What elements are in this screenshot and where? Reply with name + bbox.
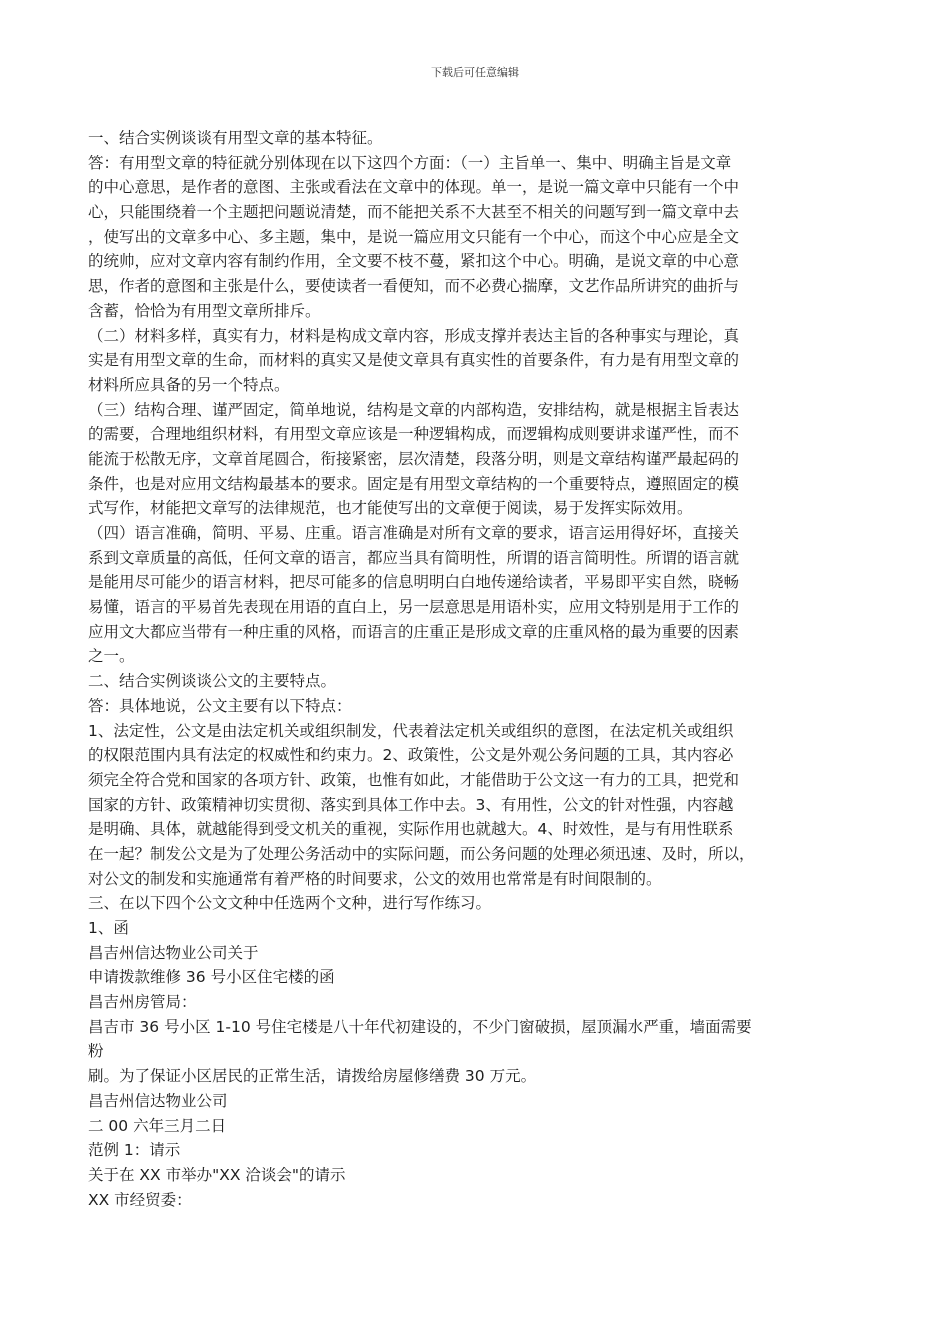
text-line: 心，只能围绕着一个主题把问题说清楚，而不能把关系不大甚至不相关的问题写到一篇文章中去 — [88, 203, 740, 222]
text-line: 申请拨款维修 36 号小区住宅楼的函 — [88, 968, 335, 987]
text-line: 1、法定性，公文是由法定机关或组织制发，代表着法定机关或组织的意图，在法定机关或组织 — [88, 721, 734, 740]
text-line: 刷。为了保证小区居民的正常生活，请拨给房屋修缮费 30 万元。 — [88, 1067, 537, 1086]
text-line: XX 市经贸委： — [88, 1190, 192, 1209]
text-line: 是明确、具体，就越能得到受文机关的重视，实际作用也就越大。4、时效性，是与有用性联系 — [88, 820, 734, 839]
text-line: 须完全符合党和国家的各项方针、政策，也惟有如此，才能借助于公文这一有力的工具，把党和 — [88, 770, 740, 789]
text-line: （三）结构合理、谨严固定，简单地说，结构是文章的内部构造，安排结构，就是根据主旨表达 — [88, 400, 740, 419]
text-line: 二 00 六年三月二日 — [88, 1116, 227, 1135]
text-line: 易懂，语言的平易首先表现在用语的直白上，另一层意思是用语朴实，应用文特别是用于工作的 — [88, 598, 740, 617]
text-line: （四）语言准确，简明、平易、庄重。语言准确是对所有文章的要求，语言运用得好坏，直接关 — [88, 524, 740, 542]
text-line: 含蓄，恰恰为有用型文章所排斥。 — [88, 301, 321, 320]
text-line: 昌吉州信达物业公司 — [88, 1091, 228, 1110]
text-line: 二、结合实例谈谈公文的主要特点。 — [88, 672, 337, 691]
text-line: 昌吉州房管局： — [88, 993, 197, 1012]
text-line: 三、在以下四个公文文种中任选两个文种，进行写作练习。 — [88, 894, 492, 913]
text-line: 是能用尽可能少的语言材料，把尽可能多的信息明明白白地传递给读者，平易即平实自然，晓畅 — [88, 573, 740, 592]
text-line: 系到文章质量的高低，任何文章的语言，都应当具有简明性，所谓的语言简明性。所谓的语言就 — [88, 548, 740, 567]
text-line: 应用文大都应当带有一种庄重的风格，而语言的庄重正是形成文章的庄重风格的最为重要的因素 — [88, 622, 740, 641]
text-line: ，使写出的文章多中心、多主题，集中，是说一篇应用文只能有一个中心，而这个中心应是全文 — [88, 227, 740, 246]
text-line: 1、函 — [88, 919, 129, 937]
text-line: 的统帅，应对文章内容有制约作用，全文要不枝不蔓，紧扣这个中心。明确，是说文章的中心意 — [88, 252, 740, 271]
text-line: 对公文的制发和实施通常有着严格的时间要求，公文的效用也常常是有时间限制的。 — [88, 869, 662, 888]
page-header: 下载后可任意编辑 — [431, 66, 519, 79]
text-line: 一、结合实例谈谈有用型文章的基本特征。 — [88, 129, 383, 147]
text-line: 的权限范围内具有法定的权威性和约束力。2、政策性，公文是外观公务问题的工具，其内容必 — [88, 746, 734, 765]
text-line: 的中心意思，是作者的意图、主张或看法在文章中的体现。单一，是说一篇文章中只能有一个中 — [88, 178, 740, 197]
text-line: 范例 1：请示 — [88, 1141, 181, 1160]
text-line: 思，作者的意图和主张是什么，要使读者一看便知，而不必费心揣摩，文艺作品所讲究的曲折与 — [88, 277, 740, 296]
text-line: 关于在 XX 市举办"XX 洽谈会"的请示 — [88, 1165, 346, 1184]
text-line: 材料所应具备的另一个特点。 — [88, 375, 290, 394]
text-line: 答：有用型文章的特征就分别体现在以下这四个方面：（一）主旨单一、集中、明确主旨是文章 — [88, 153, 732, 172]
document-body — [88, 126, 808, 1212]
text-line: 能流于松散无序，文章首尾圆合，衔接紧密，层次清楚，段落分明，则是文章结构谨严最起码的 — [88, 449, 740, 468]
text-line: 国家的方针、政策精神切实贯彻、落实到具体工作中去。3、有用性，公文的针对性强，内容越 — [88, 795, 734, 814]
text-line: 实是有用型文章的生命，而材料的真实又是使文章具有真实性的首要条件，有力是有用型文章的 — [88, 351, 740, 370]
text-line: 粉 — [88, 1042, 104, 1061]
text-line: 的需要，合理地组织材料，有用型文章应该是一种逻辑构成，而逻辑构成则要讲求谨严性，而不 — [88, 425, 740, 444]
text-line: 条件，也是对应用文结构最基本的要求。固定是有用型文章结构的一个重要特点，遵照固定的模 — [88, 474, 740, 493]
text-line: 在一起？制发公文是为了处理公务活动中的实际问题，而公务问题的处理必须迅速、及时，所以， — [88, 844, 755, 863]
text-line: 答：具体地说，公文主要有以下特点： — [88, 696, 352, 715]
text-line: 式写作，材能把文章写的法律规范，也才能使写出的文章便于阅读，易于发挥实际效用。 — [88, 499, 693, 518]
text-line: 昌吉州信达物业公司关于 — [88, 943, 259, 962]
text-line: 之一。 — [88, 647, 135, 666]
text-line: 昌吉市 36 号小区 1-10 号住宅楼是八十年代初建设的，不少门窗破损，屋顶漏水严重，墙面需要 — [88, 1017, 752, 1036]
text-line: （二）材料多样，真实有力，材料是构成文章内容，形成支撑并表达主旨的各种事实与理论，真 — [88, 326, 740, 345]
